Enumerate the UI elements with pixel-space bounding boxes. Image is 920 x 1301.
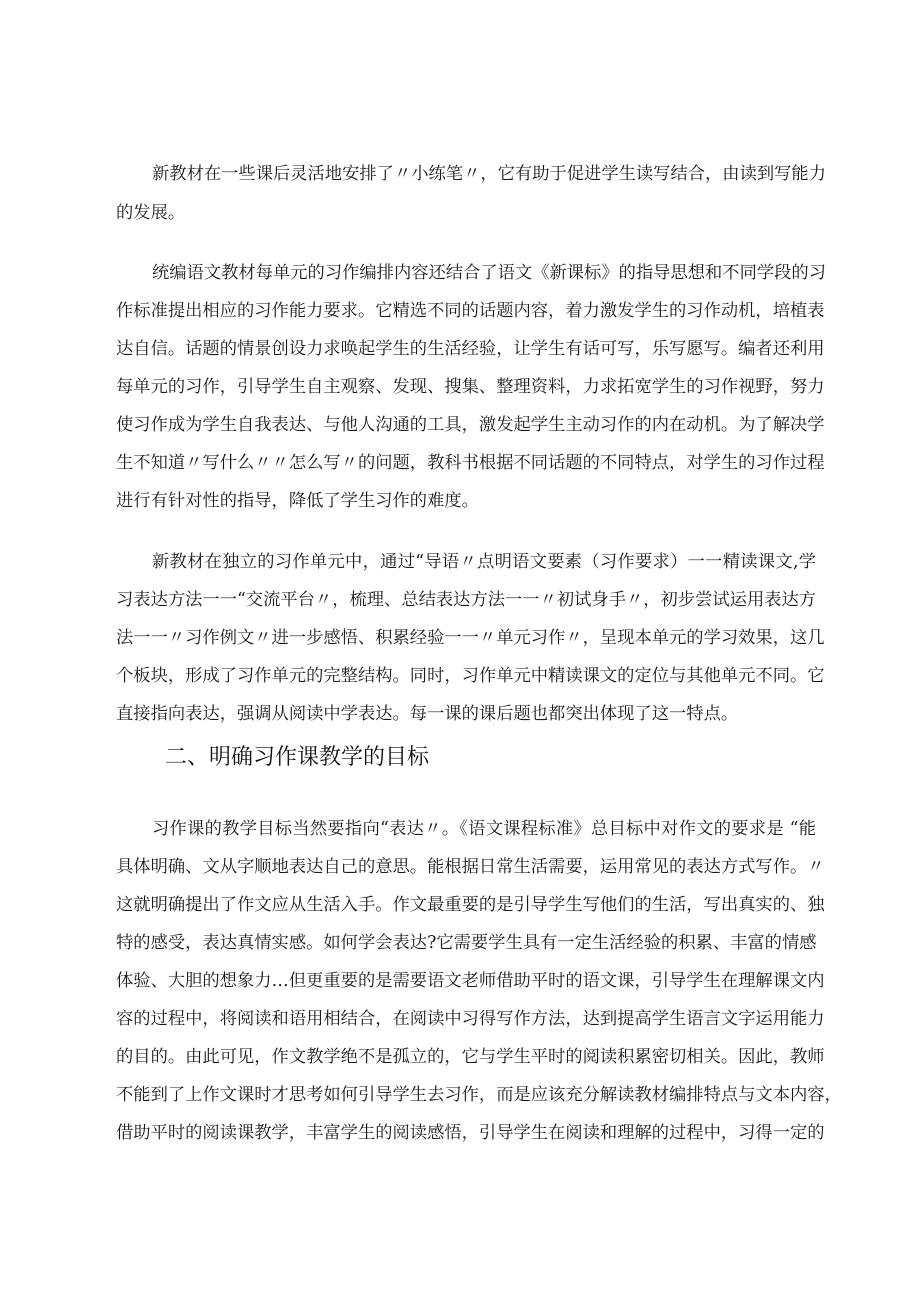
paragraph-2-line-7: 进行有针对性的指导，降低了学生习作的难度。	[116, 491, 479, 511]
paragraph-4-line-4: 特的感受，表达真情实感。如何学会表达?它需要学生具有一定生活经验的积累、丰富的情感	[116, 933, 817, 953]
paragraph-2-line-4: 每单元的习作，引导学生自主观察、发现、搜集、整理资料，力求拓宽学生的习作视野，努力	[116, 377, 825, 397]
paragraph-2-line-3: 达自信。话题的情景创设力求唤起学生的生活经验，让学生有话可写，乐写愿写。编者还利用	[116, 339, 825, 359]
paragraph-4-line-3: 这就明确提出了作文应从生活入手。作文最重要的是引导学生写他们的生活，写出真实的、独	[116, 895, 825, 915]
paragraph-1-line-1: 新教材在一些课后灵活地安排了〃小练笔〃，它有助于促进学生读写结合，由读到写能力	[152, 164, 826, 184]
paragraph-4-line-2: 具体明确、文从字顺地表达自己的意思。能根据日常生活需要，运用常见的表达方式写作。〃	[116, 857, 825, 877]
paragraph-1-line-2: 的发展。	[116, 203, 186, 223]
paragraph-4-line-6: 容的过程中，将阅读和语用相结合，在阅读中习得写作方法，达到提高学生语言文字运用能力	[116, 1009, 825, 1029]
paragraph-2-line-6: 生不知道〃写什么〃〃怎么写〃的问题，教科书根据不同话题的不同特点，对学生的习作过程	[116, 453, 825, 473]
paragraph-2-line-2: 作标准提出相应的习作能力要求。它精选不同的话题内容，着力激发学生的习作动机，培植表	[116, 301, 825, 321]
paragraph-3-line-3: 法一一〃习作例文〃进一步感悟、积累经验一一〃单元习作〃，呈现本单元的学习效果，这几	[116, 628, 825, 648]
paragraph-4-line-1: 习作课的教学目标当然要指向“表达〃。《语文课程标准》总目标中对作文的要求是 “能	[152, 819, 816, 839]
paragraph-4-line-8: 不能到了上作文课时才思考如何引导学生去习作，而是应该充分解读教材编排特点与文本内容，	[116, 1085, 842, 1105]
paragraph-2-line-5: 使习作成为学生自我表达、与他人沟通的工具，激发起学生主动习作的内在动机。为了解决学	[116, 415, 825, 435]
paragraph-3-line-2: 习表达方法一一“交流平台〃，梳理、总结表达方法一一〃初试身手〃，初步尝试运用表达方	[116, 590, 817, 610]
section-heading: 二、明确习作课教学的目标	[165, 745, 430, 770]
paragraph-4-line-5: 体验、大胆的想象力…但更重要的是需要语文老师借助平时的语文课，引导学生在理解课文内	[116, 971, 825, 991]
paragraph-2-line-1: 统编语文教材每单元的习作编排内容还结合了语文《新课标》的指导思想和不同学段的习	[152, 263, 826, 283]
paragraph-3-line-5: 直接指向表达，强调从阅读中学表达。每一课的课后题也都突出体现了这一特点。	[116, 704, 739, 724]
paragraph-3-line-4: 个板块，形成了习作单元的完整结构。同时，习作单元中精读课文的定位与其他单元不同。它	[116, 666, 825, 686]
paragraph-3-line-1: 新教材在独立的习作单元中，通过“导语〃点明语文要素（习作要求）一一精读课文,学	[152, 552, 816, 572]
paragraph-4-line-7: 的目的。由此可见，作文教学绝不是孤立的，它与学生平时的阅读积累密切相关。因此，教师	[116, 1047, 825, 1067]
paragraph-4-line-9: 借助平时的阅读课教学，丰富学生的阅读感悟，引导学生在阅读和理解的过程中，习得一定的	[116, 1123, 825, 1143]
